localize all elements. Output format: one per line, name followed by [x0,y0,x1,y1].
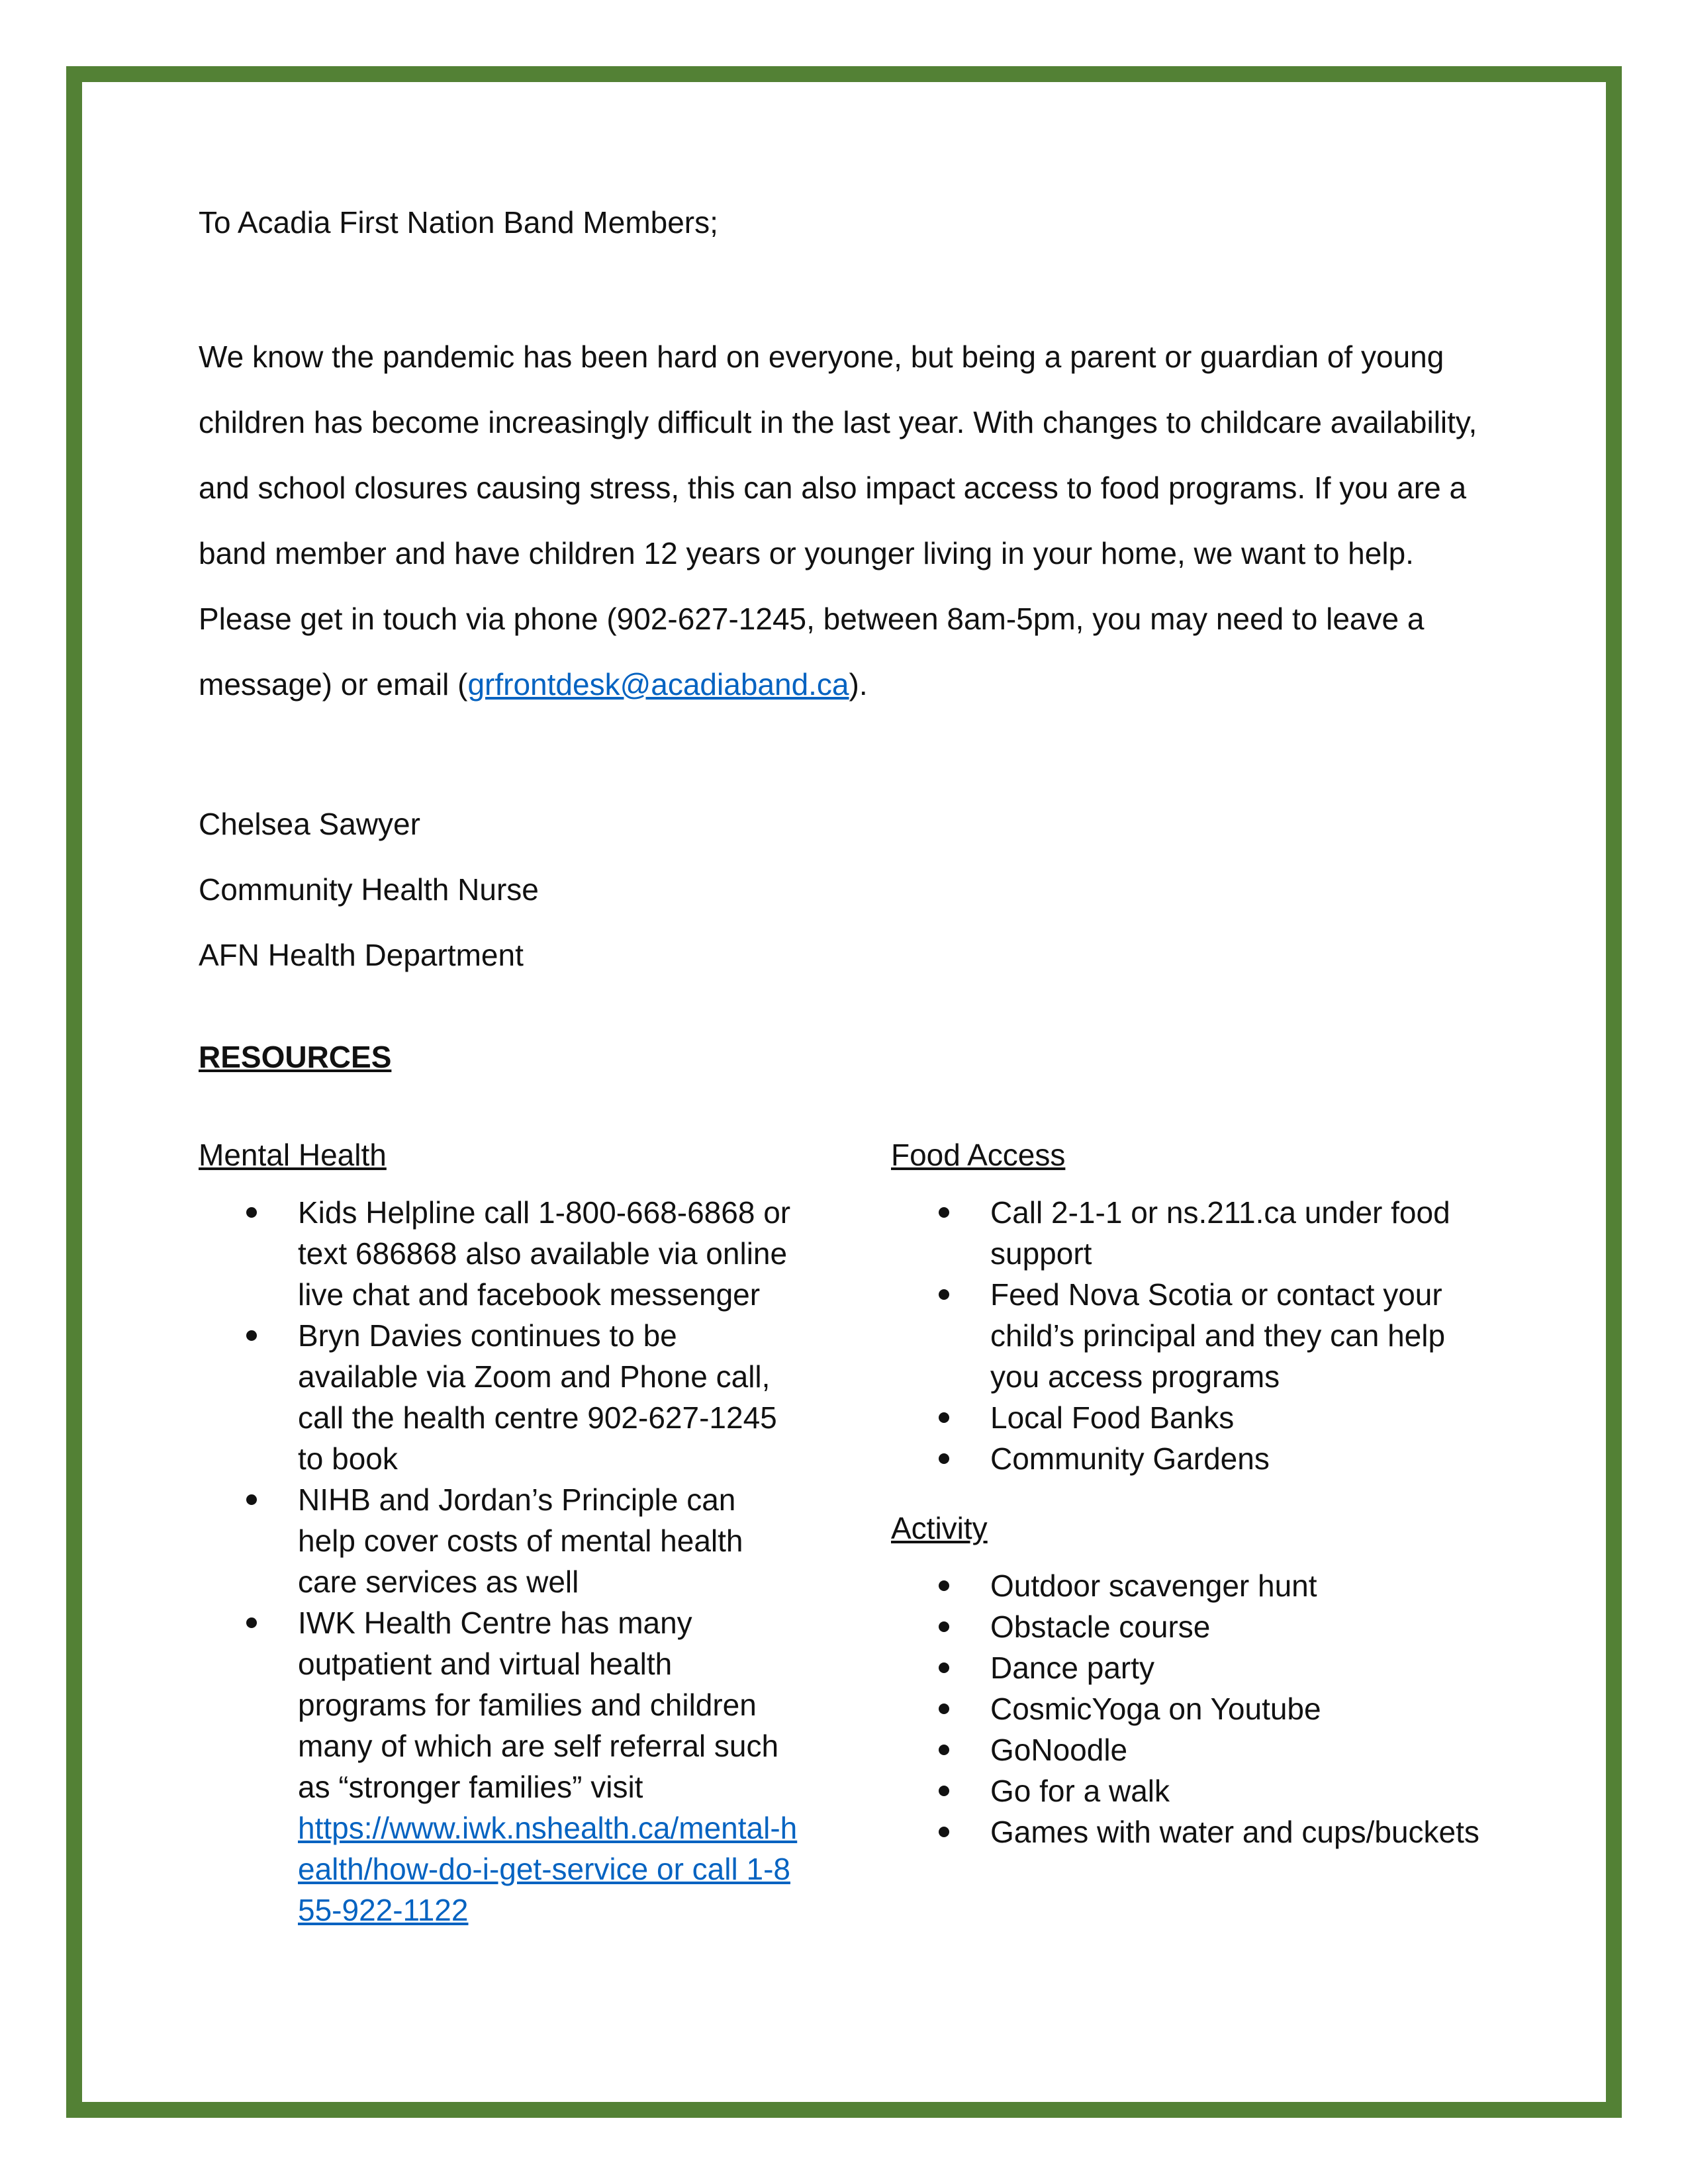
activity-list [891,1565,1496,1852]
bullet-icon [939,1412,949,1423]
bullet-icon [939,1662,949,1673]
list-item [891,1647,1496,1688]
list-item [199,1315,891,1479]
iwk-link[interactable]: https://www.iwk.nshealth.ca/mental-health/how-do-i-get-service or call 1-855-922-1122 [298,1811,798,1927]
letter-body-end: ). [849,667,868,702]
list-item-text: Kids Helpline call 1-800-668-6868 or text 686868 also available via online live chat and facebook messenger [298,1195,791,1312]
list-item [891,1688,1496,1729]
list-item-text: Obstacle course [990,1610,1211,1644]
list-item [891,1192,1496,1274]
letter-greeting: To Acadia First Nation Band Members; [199,205,718,240]
bullet-icon [939,1207,949,1218]
list-item-text: GoNoodle [990,1733,1128,1767]
list-item-text: Local Food Banks [990,1400,1235,1435]
mental-health-section [199,1131,891,1931]
bullet-icon [246,1330,257,1341]
list-item-text: Dance party [990,1651,1155,1685]
list-item [891,1606,1496,1647]
signature-title: Community Health Nurse [199,872,539,907]
list-item-text: Call 2-1-1 or ns.211.ca under food support [990,1195,1450,1271]
bullet-icon [246,1207,257,1218]
letter-body-text: We know the pandemic has been hard on everyone, but being a parent or guardian of young children has become increasingly difficult in the last year. With changes to childcare availability, and school closures causing stress, this can also impact access to food programs. If you are a band member and have children 12 years or younger living in your home, we want to help. Please get in touch via phone (902-627-1245, between 8am-5pm, you may need to leave a message) or email ( [199,340,1477,702]
list-item-text: Outdoor scavenger hunt [990,1569,1317,1603]
list-item-text: Bryn Davies continues to be available via Zoom and Phone call, call the health centre 902-627-1245 to book [298,1318,777,1476]
list-item [199,1192,891,1315]
list-item [199,1602,891,1931]
mental-health-heading: Mental Health [199,1138,387,1172]
bullet-icon [939,1786,949,1796]
list-item [891,1811,1496,1852]
list-item-text: Go for a walk [990,1774,1170,1808]
resources-heading: RESOURCES [199,1040,392,1074]
food-access-heading: Food Access [891,1138,1066,1172]
activity-section [891,1504,1496,1852]
letter-body [199,324,1496,717]
list-item [891,1397,1496,1438]
list-item [891,1770,1496,1811]
activity-heading: Activity [891,1511,988,1545]
list-item [891,1438,1496,1479]
bullet-icon [939,1745,949,1755]
list-item [891,1565,1496,1606]
list-item-text: CosmicYoga on Youtube [990,1692,1321,1726]
list-item-text: Games with water and cups/buckets [990,1815,1479,1849]
mental-health-list [199,1192,891,1931]
right-column [891,1131,1496,1931]
list-item [891,1274,1496,1397]
signature-block [199,792,1496,988]
signature-department: AFN Health Department [199,938,524,972]
list-item [891,1729,1496,1770]
food-access-list [891,1192,1496,1479]
bullet-icon [246,1494,257,1505]
list-item-text: NIHB and Jordan’s Principle can help cover costs of mental health care services as well [298,1482,743,1599]
food-access-section [891,1131,1496,1479]
letter-content [199,199,1496,1931]
bullet-icon [939,1621,949,1632]
bullet-icon [246,1617,257,1628]
list-item-text: IWK Health Centre has many outpatient and virtual health programs for families and children many of which are self referral such as “stronger families” visit [298,1606,779,1804]
bullet-icon [939,1453,949,1464]
bullet-icon [939,1704,949,1714]
signature-name: Chelsea Sawyer [199,807,420,841]
bullet-icon [939,1827,949,1837]
resources-columns [199,1131,1496,1931]
email-link[interactable]: grfrontdesk@acadiaband.ca [467,667,849,702]
list-item-text: Feed Nova Scotia or contact your child’s principal and they can help you access programs [990,1277,1446,1394]
bullet-icon [939,1580,949,1591]
list-item-text: Community Gardens [990,1441,1270,1476]
bullet-icon [939,1289,949,1300]
list-item [199,1479,891,1602]
